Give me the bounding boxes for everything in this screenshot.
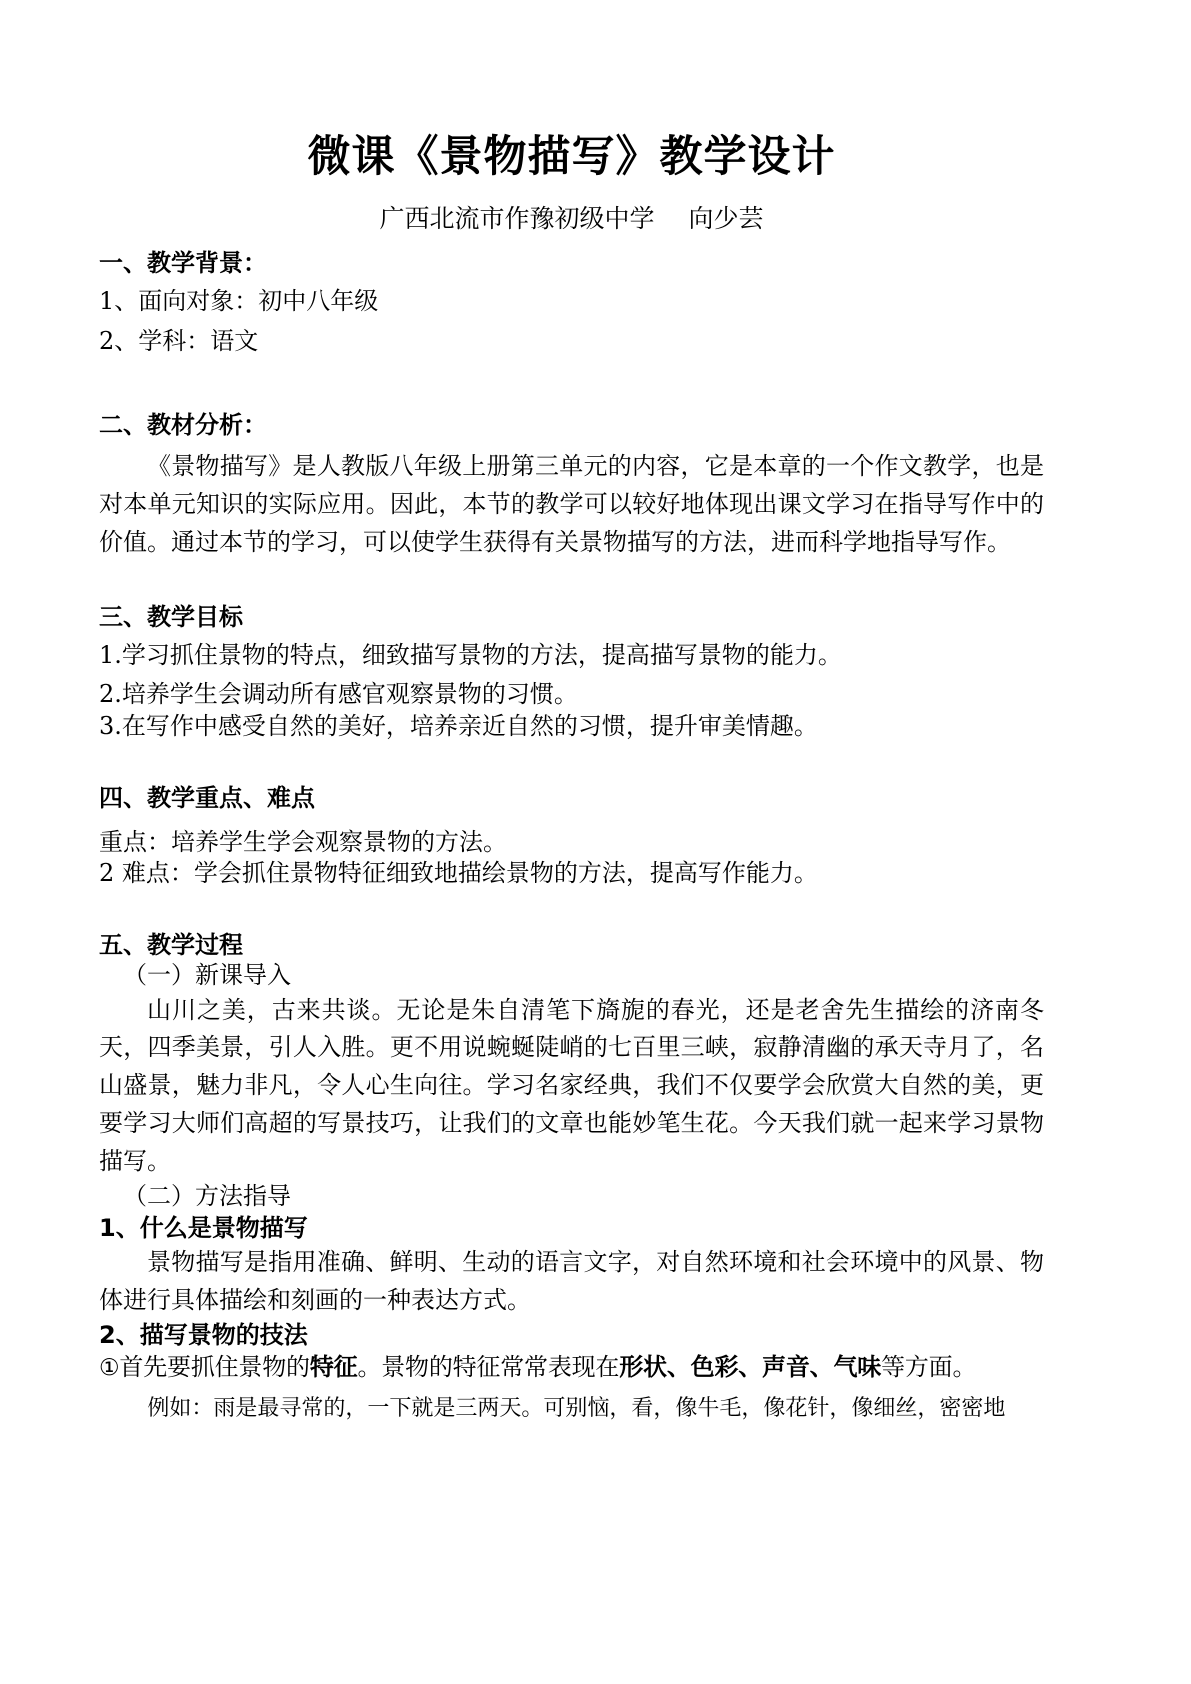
technique-bold-b: 形状、色彩、声音、气味 (619, 1351, 882, 1381)
technique-text-a: 首先要抓住景物的 (119, 1352, 310, 1381)
section-5-sub-1-body: 山川之美，古来共谈。无论是朱自清笔下旖旎的春光，还是老舍先生描绘的济南冬天，四季美景，引人入胜。更不用说蜿蜒陡峭的七百里三峡，寂静清幽的承天寺月了，名山盛景，魅力非凡，令人心生向往。学习名家经典，我们不仅要学会欣赏大自然的美，更要学习大师们高超的写景技巧，让我们的文章也能妙笔生花。今天我们就一起来学习景物描写。 (99, 995, 1044, 1176)
spacer (99, 1384, 1044, 1392)
section-heading-1: 一、教学背景： (99, 249, 267, 278)
byline-school: 广西北流市作豫初级中学 (379, 204, 655, 234)
document-byline (99, 182, 1044, 234)
spacer (99, 632, 1044, 640)
section-4-item-2: 2 难点：学会抓住景物特征细致地描绘景物的方法，提高写作能力。 (99, 859, 818, 888)
section-heading-4: 四、教学重点、难点 (99, 783, 315, 812)
spacer (99, 358, 1044, 410)
section-3-item-3: 3.在写作中感受自然的美好，培养亲近自然的习惯，提升审美情趣。 (99, 711, 818, 740)
section-heading-2: 二、教材分析： (99, 410, 267, 439)
section-5-item-1-body: 景物描写是指用准确、鲜明、生动的语言文字，对自然环境和社会环境中的风景、物体进行具体描绘和刻画的一种表达方式。 (99, 1247, 1044, 1314)
spacer (99, 318, 1044, 326)
technique-text-c: 等方面。 (881, 1352, 977, 1381)
spacer (99, 562, 1044, 602)
section-1-line-2: 2、学科：语文 (99, 327, 259, 356)
technique-bold-a: 特征 (309, 1351, 358, 1381)
section-3-item-1: 1.学习抓住景物的特点，细致描写景物的方法，提高描写景物的能力。 (99, 640, 842, 669)
circled-number-icon: ① (99, 1354, 120, 1381)
spacer (99, 813, 1044, 827)
byline-author: 向少芸 (688, 204, 764, 234)
page-title: 微课《景物描写》教学设计 (307, 132, 836, 182)
spacer (99, 278, 1044, 286)
section-3-item-2: 2.培养学生会调动所有感官观察景物的习惯。 (99, 680, 578, 709)
spacer (99, 234, 1044, 248)
section-2-body: 《景物描写》是人教版八年级上册第三单元的内容，它是本章的一个作文教学，也是对本单元知识的实际应用。因此，本节的教学可以较好地体现出课文学习在指导写作中的价值。通过本节的学习，可以使学生获得有关景物描写的方法，进而科学地指导写作。 (99, 451, 1044, 556)
section-4-item-1: 重点：培养学生学会观察景物的方法。 (99, 827, 507, 856)
technique-text-b: 。景物的特征常常表现在 (357, 1352, 620, 1381)
spacer (99, 743, 1044, 783)
section-1-line-1: 1、面向对象：初中八年级 (99, 287, 379, 316)
spacer (99, 671, 1044, 679)
section-5-sub-heading-1: （一）新课导入 (123, 960, 291, 989)
spacer (99, 440, 1044, 448)
section-5-item-1-heading: 1、什么是景物描写 (99, 1213, 308, 1242)
document-content (99, 0, 1044, 1425)
section-5-example-text: 例如：雨是最寻常的，一下就是三两天。可别恼，看，像牛毛，像花针，像细丝，密密地 (147, 1395, 1006, 1421)
section-heading-3: 三、教学目标 (99, 602, 243, 631)
section-5-technique-1 (99, 1351, 1044, 1384)
section-heading-5: 五、教学过程 (99, 930, 243, 959)
section-5-item-2-heading: 2、描写景物的技法 (99, 1320, 308, 1349)
section-5-sub-heading-2: （二）方法指导 (123, 1182, 291, 1211)
spacer (99, 890, 1044, 930)
